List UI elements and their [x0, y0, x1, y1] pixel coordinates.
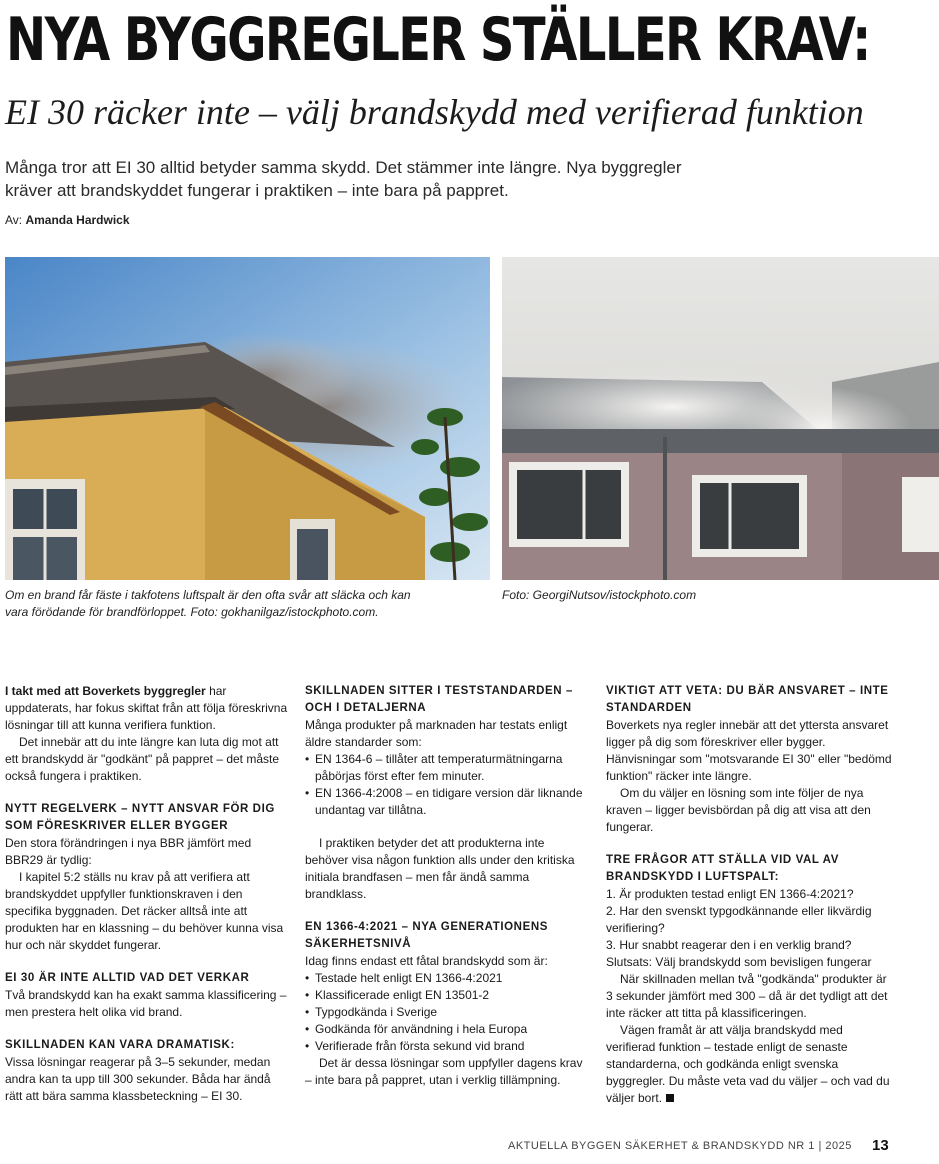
text-column-2: [305, 683, 591, 1089]
section-heading: VIKTIGT ATT VETA: DU BÄR ANSVARET – INTE STANDARDEN: [606, 685, 889, 714]
list-item: • Godkända för användning i hela Europa: [305, 1021, 591, 1038]
paragraph: Många produkter på marknaden har testats enligt äldre standarder som:: [305, 718, 568, 749]
question: 3. Hur snabbt reagerar den i en verklig brand?: [606, 938, 852, 952]
section-heading: SKILLNADEN SITTER I TESTSTANDARDEN – OCH I DETALJERNA: [305, 685, 574, 714]
paragraph: Den stora förändringen i nya BBR jämfört med BBR29 är tydlig:: [5, 836, 252, 867]
section-heading: TRE FRÅGOR ATT STÄLLA VID VAL AV BRANDSKYDD I LUFTSPALT:: [606, 854, 840, 883]
requirements-list: [305, 970, 591, 1055]
headline: NYA BYGGREGLER STÄLLER KRAV:: [6, 5, 870, 75]
section-heading: EI 30 ÄR INTE ALLTID VAD DET VERKAR: [5, 972, 250, 984]
paragraph: [606, 1022, 892, 1107]
page-number: 13: [872, 1137, 889, 1154]
roof-fire-photo: [5, 257, 490, 580]
lead-paragraph: Många tror att EI 30 alltid betyder samma skydd. Det stämmer inte längre. Nya byggregler kräver att brandskyddet fungerar i praktiken – inte bara på pappret.: [5, 158, 682, 200]
publication-footer: AKTUELLA BYGGEN SÄKERHET & BRANDSKYDD NR 1 | 2025: [508, 1140, 852, 1152]
author-name: Amanda Hardwick: [25, 213, 130, 227]
text-column-1: [5, 683, 291, 1105]
list-item: • EN 1364-6 – tillåter att temperaturmätningarna påbörjas först efter fem minuter.: [305, 751, 591, 785]
paragraph: [5, 683, 291, 734]
list-item: • EN 1366-4:2008 – en tidigare version där liknande undantag var tillåtna.: [305, 785, 591, 819]
paragraph: Idag finns endast ett fåtal brandskydd som är:: [305, 954, 548, 968]
paragraph: Vissa lösningar reagerar på 3–5 sekunder, medan andra kan ta upp till 300 sekunder. Båda har ändå rätt att bära samma klassbeteckning – EI 30.: [5, 1055, 271, 1103]
standards-list: [305, 751, 591, 819]
paragraph: Det är dessa lösningar som uppfyller dagens krav – inte bara på pappret, utan i verklig tillämpning.: [305, 1056, 583, 1087]
section-heading: SKILLNADEN KAN VARA DRAMATISK:: [5, 1039, 235, 1051]
paragraph: Det innebär att du inte längre kan luta dig mot att ett brandskydd är "godkänt" på pappret – det måste också fungera i praktiken.: [5, 735, 280, 783]
subheadline: EI 30 räcker inte – välj brandskydd med verifierad funktion: [5, 92, 864, 132]
end-of-article-mark-icon: [666, 1094, 674, 1102]
paragraph: Om du väljer en lösning som inte följer de nya kraven – ligger bevisbördan på dig att visa att den fungerar.: [606, 786, 871, 834]
list-item: • Verifierade från första sekund vid brand: [305, 1038, 591, 1055]
text-column-3: [606, 683, 892, 1107]
photo-caption-left: Om en brand får fäste i takfotens luftspalt är den ofta svår att släcka och kan vara förödande för brandförloppet. Foto: gokhanilgaz/istockphoto.com.: [5, 588, 411, 619]
paragraph: Två brandskydd kan ha exakt samma klassificering – men prestera helt olika vid brand.: [5, 988, 287, 1019]
lead-in-rest: har uppdaterats, har fokus skiftat från att följa föreskrivna lösningar till att kunna verifiera funktion.: [5, 684, 288, 732]
paragraph: Slutsats: Välj brandskydd som bevisligen fungerar: [606, 955, 872, 969]
question: 1. Är produkten testad enligt EN 1366-4:2021?: [606, 887, 854, 901]
list-item: • Klassificerade enligt EN 13501-2: [305, 987, 591, 1004]
lead-in: I takt med att Boverkets byggregler: [5, 684, 206, 698]
closing-text: Vägen framåt är att välja brandskydd med verifierad funktion – testade enligt de senaste standarderna, och godkända enligt svenska byggregler. Du måste veta vad du väljer – och vad du väljer bort.: [606, 1023, 890, 1105]
section-heading: NYTT REGELVERK – NYTT ANSVAR FÖR DIG SOM FÖRESKRIVER ELLER BYGGER: [5, 803, 275, 832]
list-item: • Testade helt enligt EN 1366-4:2021: [305, 970, 591, 987]
photo-caption-right: Foto: GeorgiNutsov/istockphoto.com: [502, 588, 697, 602]
section-heading: EN 1366-4:2021 – NYA GENERATIONENS SÄKERHETSNIVÅ: [305, 921, 549, 950]
smoking-building-photo: [502, 257, 939, 580]
paragraph: När skillnaden mellan två "godkända" produkter är 3 sekunder jämfört med 300 – då är det tydligt att det inte räcker att titta på klassificeringen.: [606, 972, 888, 1020]
byline: [5, 213, 130, 227]
paragraph: I kapitel 5:2 ställs nu krav på att verifiera att brandskyddet uppfyller funktionskraven i den specifika byggnaden. Det räcker alltså inte att produkten har en klassning – du behöver kunna visa hur och när skyddet fungerar.: [5, 870, 284, 952]
byline-prefix: Av:: [5, 213, 23, 227]
list-item: • Typgodkända i Sverige: [305, 1004, 591, 1021]
paragraph: Boverkets nya regler innebär att det yttersta ansvaret ligger på dig som föreskriver eller bygger. Hänvisningar som "motsvarande EI 30" eller "bedömd funktion" räcker inte längre.: [606, 718, 892, 783]
question: 2. Har den svenskt typgodkännande eller likvärdig verifiering?: [606, 904, 872, 935]
paragraph: I praktiken betyder det att produkterna inte behöver visa någon funktion alls under den kritiska initiala brandfasen – men får ändå samma brandklass.: [305, 836, 575, 901]
